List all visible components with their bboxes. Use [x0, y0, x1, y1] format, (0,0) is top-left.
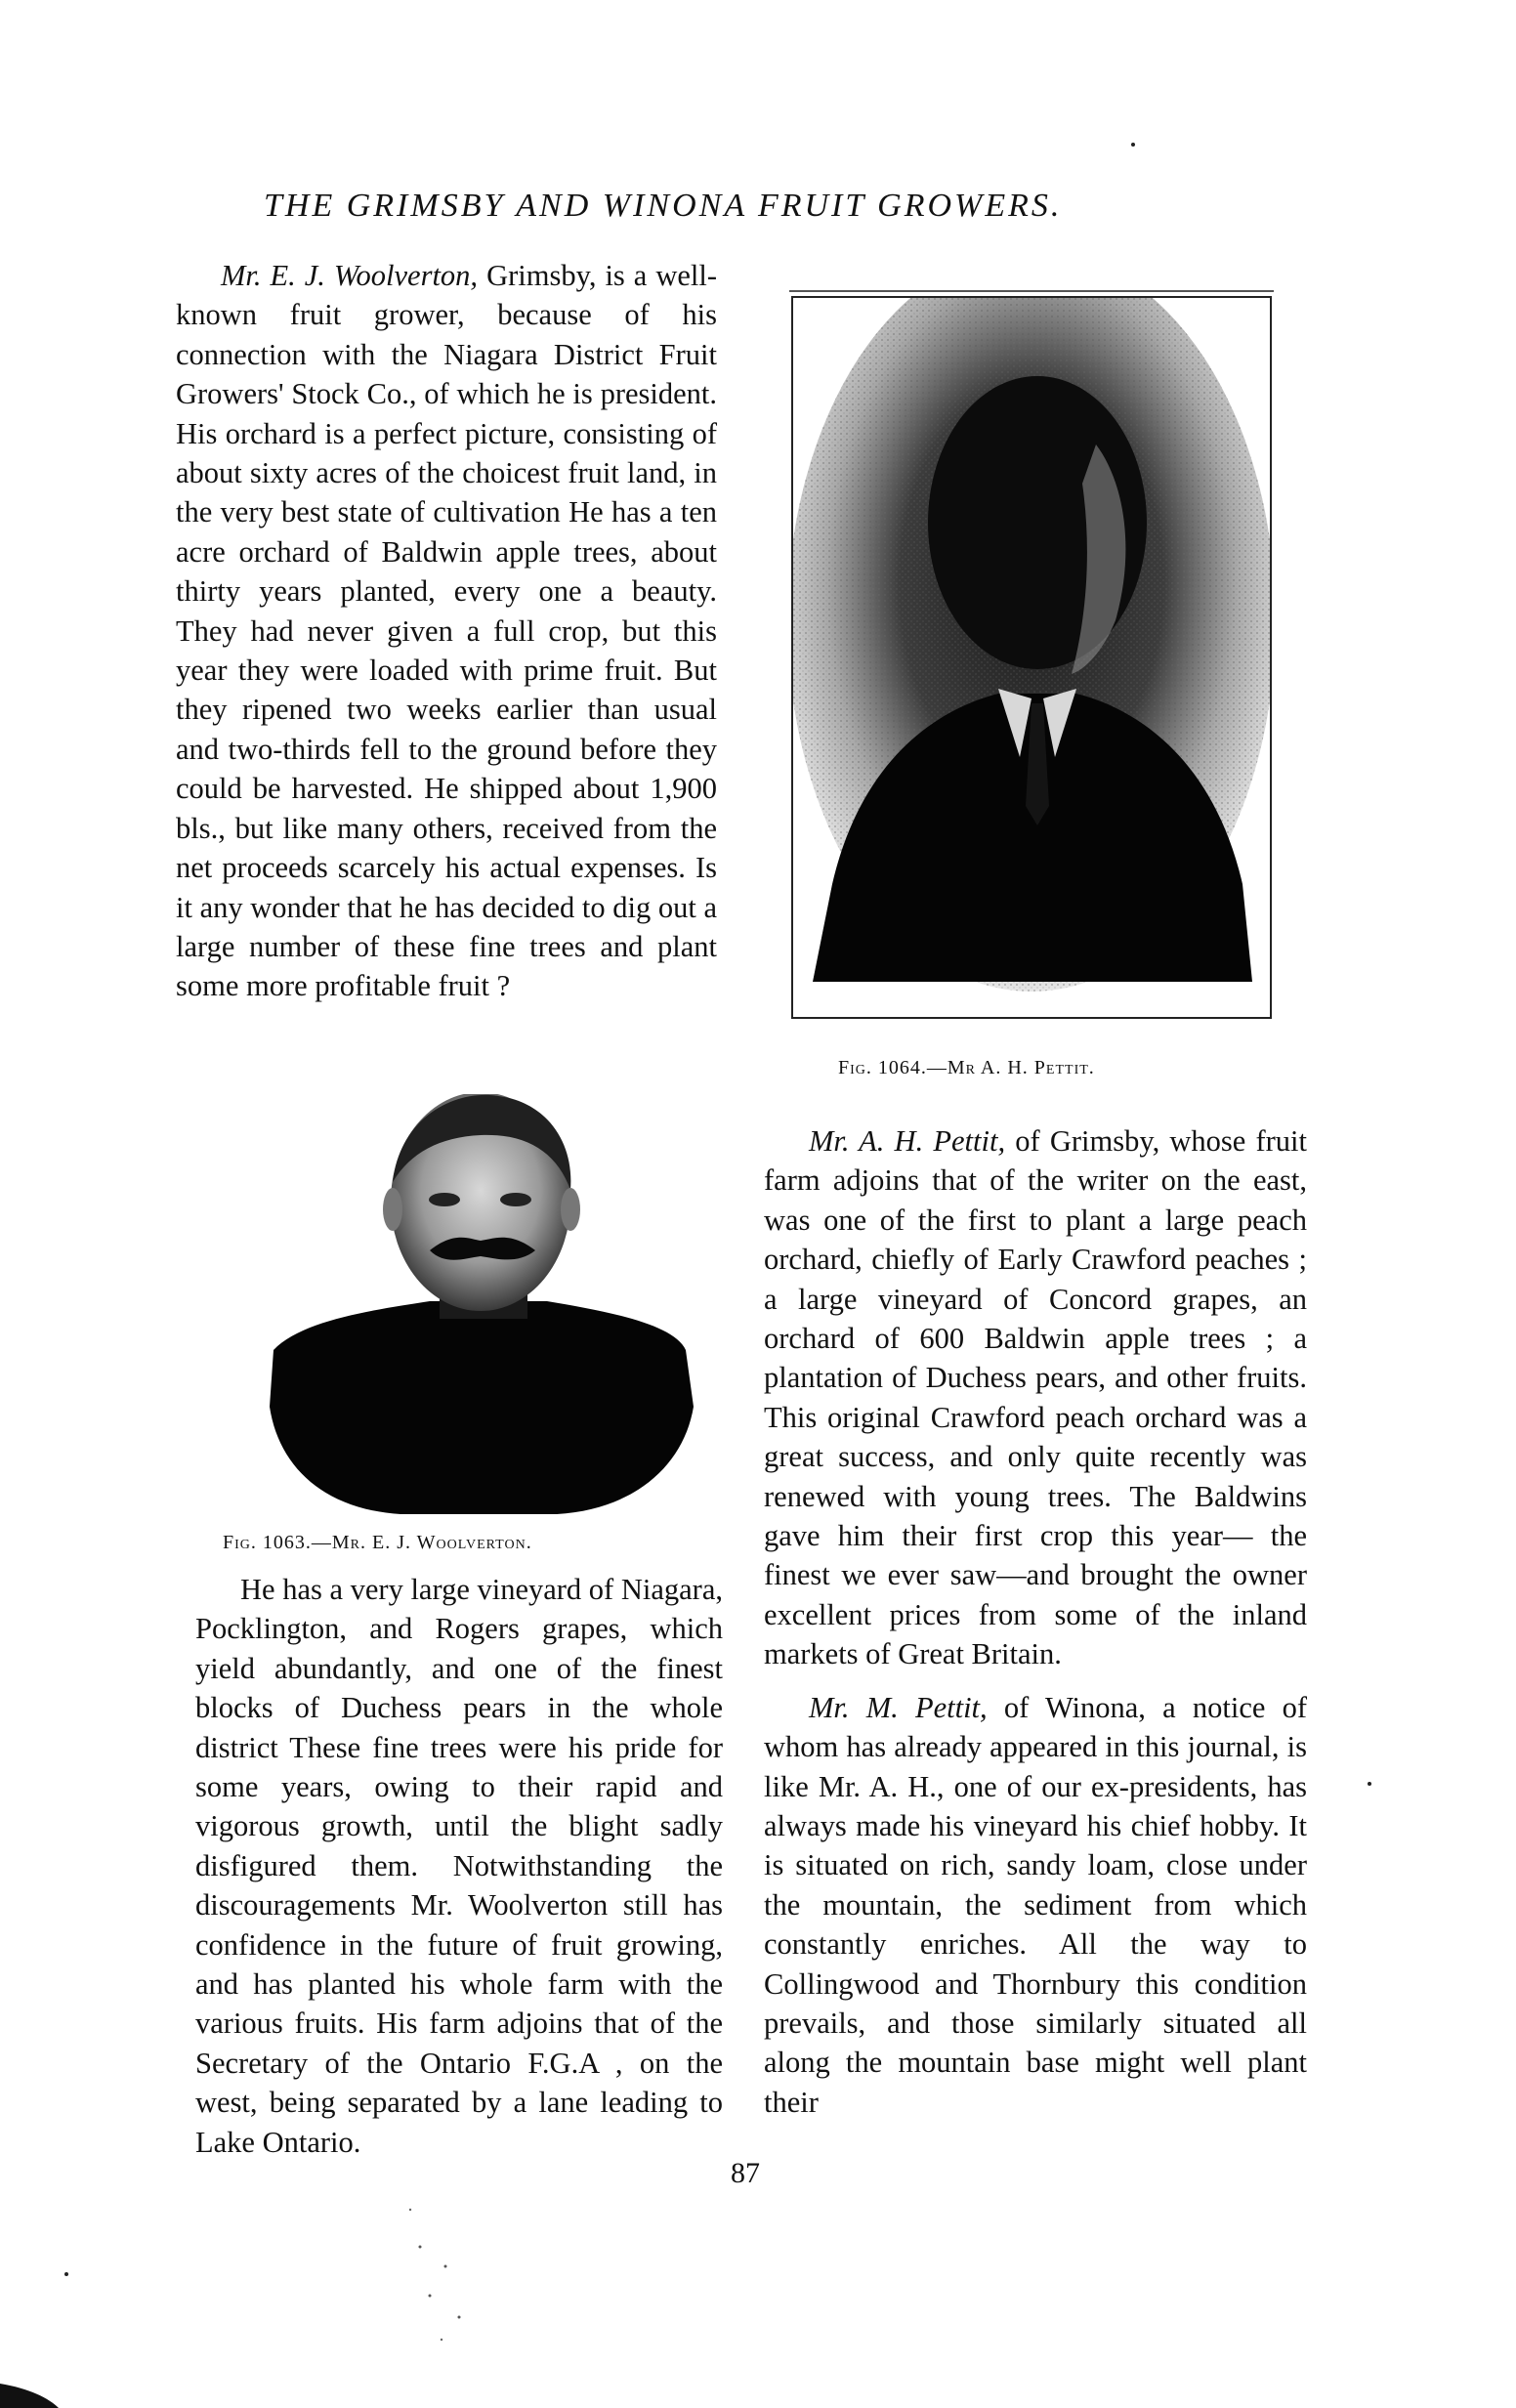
fig-1063-caption: Fig. 1063.—Mr. E. J. Woolverton.: [223, 1532, 532, 1553]
m-pettit-name: Mr. M. Pettit,: [809, 1690, 988, 1724]
woolverton-paragraph-1-text: Grimsby, is a well-known fruit grower, because of his connection with the Niagara District Fruit Growers' Stock Co., of which he is president. His orchard is a perfect picture, consisting of about sixty acres of the choicest fruit land, in the very best state of cultivation He has a ten acre orchard of Baldwin apple trees, about thirty years planted, every one a beauty. They had never given a full crop, but this year they were loaded with prime fruit. But they ripened two weeks earlier than usual and two-thirds fell to the ground before they could be harvested. He shipped about 1,900 bls., but like many others, received from the net proceeds scarcely his actual expenses. Is it any wonder that he has decided to dig out a large number of these fine trees and plant some more profitable fruit ?: [176, 259, 717, 1003]
pettit-column: [764, 1121, 1307, 2122]
ah-pettit-name: Mr. A. H. Pettit,: [809, 1124, 1006, 1158]
m-pettit-paragraph: [764, 1688, 1307, 2122]
fig-1064-caption: Fig. 1064.—Mr A. H. Pettit.: [838, 1057, 1095, 1078]
woolverton-column-bottom: [195, 1570, 723, 2162]
pettit-portrait-image: [793, 298, 1270, 1017]
running-head: THE GRIMSBY AND WINONA FRUIT GROWERS.: [264, 188, 1063, 224]
woolverton-portrait-image: [264, 1094, 697, 1514]
woolverton-portrait: [264, 1094, 697, 1514]
pettit-portrait: [791, 296, 1272, 1019]
ah-pettit-paragraph-text: of Grimsby, whose fruit farm adjoins that of the writer on the east, was one of the first to plant a large peach orchard, chiefly of Early Crawford peaches ; a large vineyard of Concord grapes, an orchard of 600 Baldwin apple trees ; a plantation of Duchess pears, and other fruits. This original Crawford peach orchard was a great success, and only quite recently was renewed with young trees. The Baldwins gave him their first crop this year— the finest we ever saw—and brought the owner excellent prices from some of the inland markets of Great Britain.: [764, 1124, 1307, 1671]
woolverton-paragraph-1: [176, 256, 717, 1006]
woolverton-column-top: [176, 256, 717, 1006]
woolverton-name: Mr. E. J. Woolverton,: [221, 259, 479, 292]
woolverton-paragraph-2: He has a very large vineyard of Niagara, Pocklington, and Rogers grapes, which yield abundantly, and one of the finest blocks of Duchess pears in the whole district These fine trees were his pride for some years, owing to their rapid and vigorous growth, until the blight sadly disfigured them. Notwithstanding the discouragements Mr. Woolverton still has confidence in the future of fruit growing, and has planted his whole farm with the various fruits. His farm adjoins that of the Secretary of the Ontario F.G.A , on the west, being separated by a lane leading to Lake Ontario.: [195, 1573, 723, 2159]
portrait-top-rule: [789, 290, 1274, 292]
page-number: 87: [731, 2157, 760, 2189]
m-pettit-paragraph-text: of Winona, a notice of whom has already appeared in this journal, is like Mr. A. H., one of our ex-presidents, has always made his vineyard his chief hobby. It is situated on rich, sandy loam, close under the mountain, the sediment from which constantly enriches. All the way to Collingwood and Thornbury this condition prevails, and those similarly situated all along the mountain base might well plant their: [764, 1690, 1308, 2119]
ah-pettit-paragraph: [764, 1121, 1307, 1674]
